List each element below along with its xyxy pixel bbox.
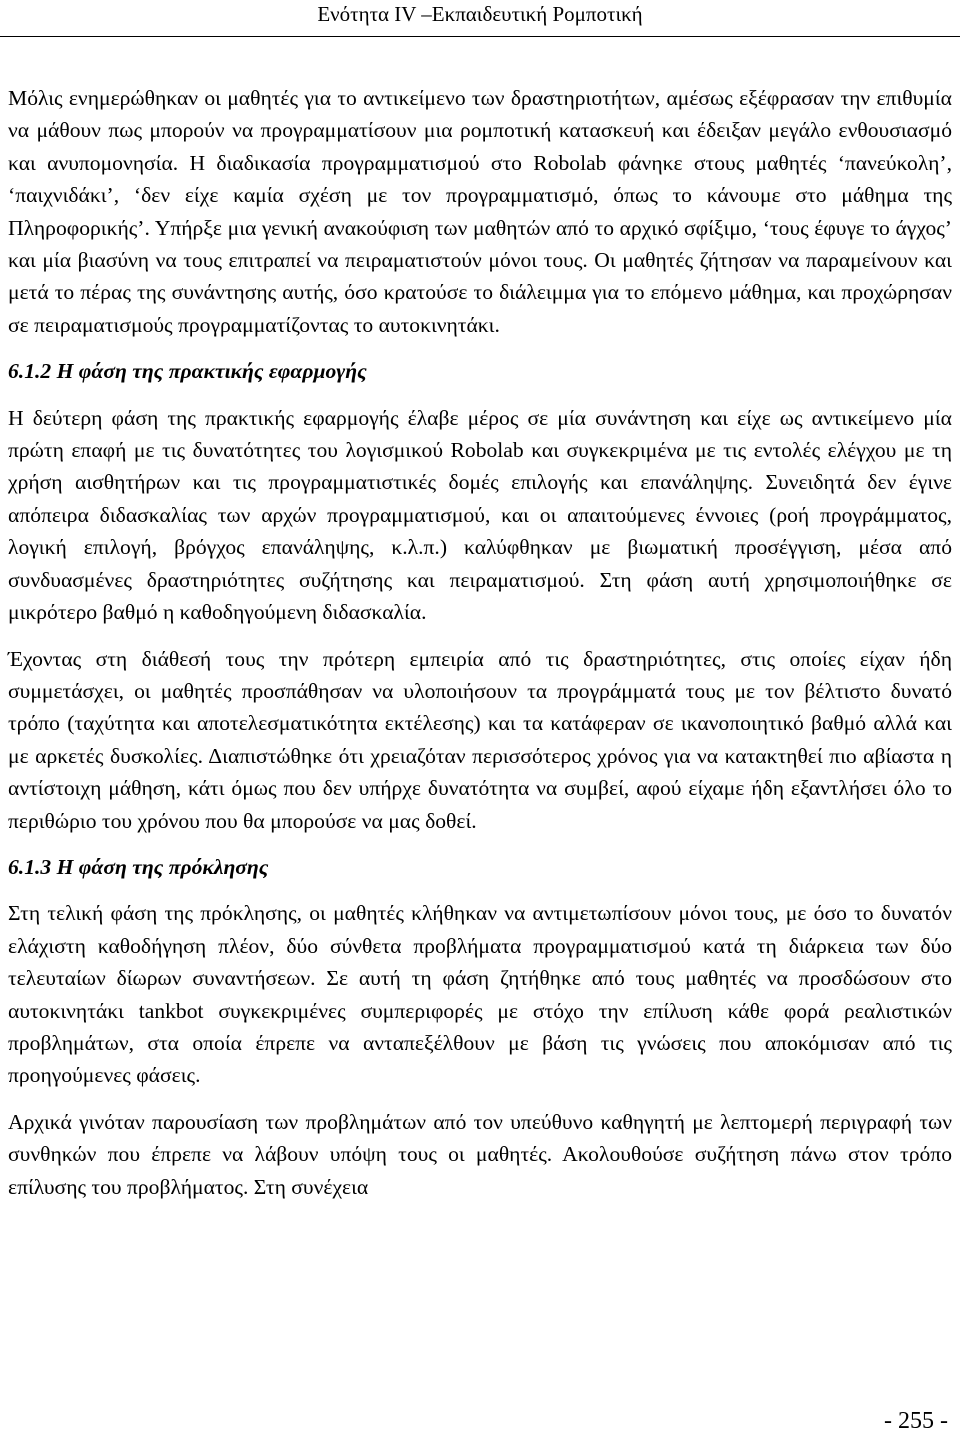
section-heading-6-1-2: 6.1.2 Η φάση της πρακτικής εφαρμογής xyxy=(8,359,367,384)
document-body xyxy=(8,82,952,1203)
paragraph-challenge-phase: Στη τελική φάση της πρόκλησης, οι μαθητές κλήθηκαν να αντιμετωπίσουν μόνοι τους, με όσο το δυνατόν ελάχιστη καθοδήγηση πλέον, δύο σύνθετα προβλήματα προγραμματισμού κατά τη διάρκεια των δύο τελευταίων δίωρων συναντήσεων. Σε αυτή τη φάση ζητήθηκε από τους μαθητές να προσδώσουν στο αυτοκινητάκι tankbot συγκεκριμένες συμπεριφορές με στόχο την επίλυση κάθε φορά ρεαλιστικών προβλημάτων, στα οποία έπρεπε να ανταπεξέλθουν με βάση τις γνώσεις που αποκόμισαν από τις προηγούμενες φάσεις. xyxy=(8,901,952,1088)
section-heading-6-1-3: 6.1.3 Η φάση της πρόκλησης xyxy=(8,854,269,879)
paragraph-experience: Έχοντας στη διάθεσή τους την πρότερη εμπειρία από τις δραστηριότητες, στις οποίες είχαν ήδη συμμετάσχει, οι μαθητές προσπάθησαν να υλοποιήσουν τα προγράμματά τους με τον βέλτιστο δυνατό τρόπο (ταχύτητα και αποτελεσματικότητα εκτέλεσης) και τα κατάφεραν σε ικανοποιητικό βαθμό αλλά και με αρκετές δυσκολίες. Διαπιστώθηκε ότι χρειαζόταν περισσότερος χρόνος για να κατακτηθεί πιο αβίαστα η αντίστοιχη μάθηση, κάτι όμως που δεν υπήρχε δυνατότητα να συμβεί, αφού είχαμε ήδη εξαντλήσει όλο το περιθώριο του χρόνου που θα μπορούσε να μας δοθεί. xyxy=(8,646,952,833)
page-header xyxy=(0,0,960,40)
paragraph-practical-phase: Η δεύτερη φάση της πρακτικής εφαρμογής έλαβε μέρος σε μία συνάντηση και είχε ως αντικείμενο μία πρώτη επαφή με τις δυνατότητες του λογισμικού Robolab και συγκεκριμένα με τις εντολές ελέγχου με τη χρήση αισθητήρων και τις προγραμματιστικές δομές επιλογής και επανάληψης. Συνειδητά δεν έγινε απόπειρα διδασκαλίας των αρχών προγραμματισμού, και οι απαιτούμενες έννοιες (ροή προγράμματος, λογική επιλογή, βρόγχος επανάληψης, κ.λ.π.) καλύφθηκαν με βιωματική προσέγγιση, μέσα από συνδυασμένες δραστηριότητες συζήτησης και πειραματισμού. Στη φάση αυτή χρησιμοποιήθηκε σε μικρότερο βαθμό η καθοδηγούμενη διδασκαλία. xyxy=(8,405,952,625)
paragraph-presentation: Αρχικά γινόταν παρουσίαση των προβλημάτων από τον υπεύθυνο καθηγητή με λεπτομερή περιγραφή των συνθηκών που έπρεπε να λάβουν υπόψη τους οι μαθητές. Ακολουθούσε συζήτηση πάνω στον τρόπο επίλυσης του προβλήματος. Στη συνέχεια xyxy=(8,1109,952,1199)
paragraph-intro: Μόλις ενημερώθηκαν οι μαθητές για το αντικείμενο των δραστηριοτήτων, αμέσως εξέφρασαν την επιθυμία να μάθουν πως μπορούν να προγραμματίσουν μια ρομποτική κατασκευή και έδειξαν μεγάλο ενθουσιασμό και ανυπομονησία. Η διαδικασία προγραμματισμού στο Robolab φάνηκε στους μαθητές ‘πανεύκολη’, ‘παιχνιδάκι’, ‘δεν είχε καμία σχέση με τον προγραμματισμό, όπως το κάνουμε στο μάθημα της Πληροφορικής’. Υπήρξε μια γενική ανακούφιση των μαθητών από το αρχικό σφίξιμο, ‘τους έφυγε το άγχος’ και μία βιασύνη να τους επιτραπεί να πειραματιστούν μόνοι τους. Οι μαθητές ζήτησαν να παραμείνουν και μετά το πέρας της συνάντησης αυτής, όσο κρατούσε το διάλειμμα για το επόμενο μάθημα, και προχώρησαν σε πειραματισμούς προγραμματίζοντας το αυτοκινητάκι. xyxy=(8,86,952,337)
page-number: - 255 - xyxy=(884,1408,948,1434)
header-title: Ενότητα IV –Εκπαιδευτική Ρομποτική xyxy=(317,2,643,26)
header-divider xyxy=(0,36,960,37)
